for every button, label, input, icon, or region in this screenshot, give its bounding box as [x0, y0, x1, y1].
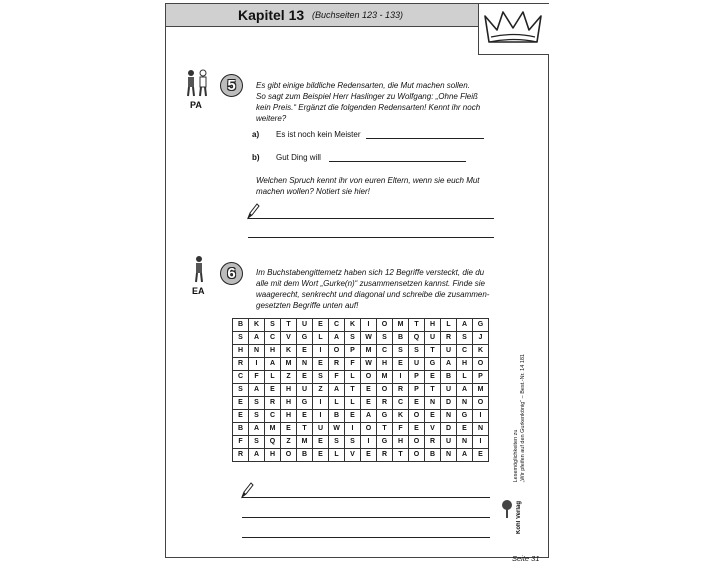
grid-cell[interactable]: S: [265, 319, 281, 332]
grid-cell[interactable]: K: [345, 319, 361, 332]
grid-cell[interactable]: M: [297, 436, 313, 449]
grid-cell[interactable]: Q: [409, 332, 425, 345]
grid-cell[interactable]: F: [393, 423, 409, 436]
grid-cell[interactable]: M: [281, 358, 297, 371]
answer-line-b[interactable]: [329, 161, 466, 162]
grid-cell[interactable]: I: [473, 410, 489, 423]
publisher-note-line: „Wir pfeifen auf den Gurkenkönig“ – Best.-Nr. 14 181: [520, 354, 526, 483]
grid-row: [233, 319, 489, 332]
single-work-icon: [192, 254, 206, 284]
grid-cell[interactable]: I: [313, 345, 329, 358]
grid-cell[interactable]: A: [249, 332, 265, 345]
task5-instructions: [256, 80, 516, 124]
grid-cell[interactable]: F: [233, 436, 249, 449]
grid-cell[interactable]: O: [377, 384, 393, 397]
grid-cell[interactable]: N: [473, 423, 489, 436]
grid-cell[interactable]: L: [329, 449, 345, 462]
item-a-text: Es ist noch kein Meister: [276, 130, 361, 139]
grid-cell[interactable]: H: [457, 358, 473, 371]
grid-cell[interactable]: S: [345, 436, 361, 449]
grid-cell[interactable]: A: [249, 384, 265, 397]
publisher-note: [513, 354, 537, 482]
grid-cell[interactable]: R: [265, 397, 281, 410]
grid-row: [233, 332, 489, 345]
grid-cell[interactable]: M: [265, 423, 281, 436]
grid-cell[interactable]: E: [425, 371, 441, 384]
grid-cell[interactable]: S: [313, 371, 329, 384]
item-b-text: Gut Ding will: [276, 153, 321, 162]
grid-cell[interactable]: W: [361, 332, 377, 345]
grid-cell[interactable]: T: [297, 423, 313, 436]
grid-cell[interactable]: B: [233, 319, 249, 332]
answer-line[interactable]: [248, 237, 494, 238]
grid-cell[interactable]: N: [457, 436, 473, 449]
grid-cell[interactable]: I: [361, 436, 377, 449]
grid-cell[interactable]: B: [393, 332, 409, 345]
answer-line[interactable]: [242, 537, 490, 538]
grid-row: [233, 358, 489, 371]
grid-row: [233, 423, 489, 436]
text-line: kein Preis.“ Ergänzt die folgenden Redensarten! Kennt ihr noch: [256, 103, 481, 112]
grid-cell[interactable]: B: [441, 371, 457, 384]
grid-cell[interactable]: O: [409, 449, 425, 462]
grid-cell[interactable]: A: [441, 358, 457, 371]
grid-cell[interactable]: S: [249, 436, 265, 449]
grid-row: [233, 397, 489, 410]
grid-row: [233, 410, 489, 423]
grid-cell[interactable]: M: [361, 345, 377, 358]
grid-cell[interactable]: S: [377, 332, 393, 345]
grid-cell[interactable]: W: [329, 423, 345, 436]
answer-line[interactable]: [242, 517, 490, 518]
grid-cell[interactable]: D: [441, 423, 457, 436]
answer-line-a[interactable]: [366, 138, 484, 139]
worksheet-page: [165, 3, 549, 563]
grid-cell[interactable]: E: [393, 358, 409, 371]
grid-cell[interactable]: E: [361, 397, 377, 410]
grid-cell[interactable]: U: [425, 332, 441, 345]
grid-cell[interactable]: S: [233, 384, 249, 397]
grid-cell[interactable]: R: [329, 358, 345, 371]
grid-cell[interactable]: O: [473, 358, 489, 371]
grid-cell[interactable]: V: [425, 423, 441, 436]
grid-cell[interactable]: L: [345, 371, 361, 384]
grid-cell[interactable]: T: [377, 423, 393, 436]
grid-cell[interactable]: I: [345, 423, 361, 436]
grid-row: [233, 384, 489, 397]
grid-cell[interactable]: A: [361, 410, 377, 423]
grid-cell[interactable]: O: [409, 436, 425, 449]
grid-cell[interactable]: U: [297, 319, 313, 332]
grid-cell[interactable]: G: [473, 319, 489, 332]
task6-number: 6: [220, 262, 243, 285]
text-line: So sagt zum Beispiel Herr Haslinger zu Wolfgang: „Ohne Fleiß: [256, 92, 478, 101]
grid-cell[interactable]: E: [345, 410, 361, 423]
grid-cell[interactable]: E: [409, 423, 425, 436]
grid-cell[interactable]: E: [297, 410, 313, 423]
grid-cell[interactable]: O: [473, 397, 489, 410]
grid-cell[interactable]: I: [249, 358, 265, 371]
grid-cell[interactable]: B: [329, 410, 345, 423]
grid-cell[interactable]: A: [249, 423, 265, 436]
text-line: Im Buchstabengittemetz haben sich 12 Begriffe versteckt, die du: [256, 268, 485, 277]
grid-cell[interactable]: P: [473, 371, 489, 384]
grid-cell[interactable]: P: [409, 384, 425, 397]
grid-cell[interactable]: H: [425, 319, 441, 332]
grid-cell[interactable]: O: [409, 410, 425, 423]
grid-cell[interactable]: H: [281, 410, 297, 423]
grid-cell[interactable]: E: [297, 345, 313, 358]
grid-cell[interactable]: N: [297, 358, 313, 371]
grid-cell[interactable]: E: [457, 423, 473, 436]
item-a-letter: a): [252, 130, 260, 139]
grid-cell[interactable]: L: [329, 397, 345, 410]
answer-line[interactable]: [242, 497, 490, 498]
grid-cell[interactable]: G: [297, 397, 313, 410]
grid-cell[interactable]: U: [313, 423, 329, 436]
grid-cell[interactable]: N: [441, 410, 457, 423]
grid-cell[interactable]: I: [313, 410, 329, 423]
grid-cell[interactable]: M: [393, 319, 409, 332]
grid-cell[interactable]: L: [457, 371, 473, 384]
grid-cell[interactable]: O: [329, 345, 345, 358]
grid-cell[interactable]: S: [233, 332, 249, 345]
grid-cell[interactable]: U: [297, 384, 313, 397]
grid-cell[interactable]: R: [393, 384, 409, 397]
grid-cell[interactable]: Z: [281, 371, 297, 384]
grid-cell[interactable]: R: [377, 397, 393, 410]
grid-cell[interactable]: R: [425, 436, 441, 449]
grid-cell[interactable]: G: [297, 332, 313, 345]
grid-cell[interactable]: D: [441, 397, 457, 410]
grid-cell[interactable]: N: [457, 397, 473, 410]
grid-cell[interactable]: A: [329, 332, 345, 345]
page-number: Seite 31: [512, 554, 540, 563]
grid-cell[interactable]: U: [441, 436, 457, 449]
grid-cell[interactable]: O: [281, 449, 297, 462]
grid-cell[interactable]: I: [473, 436, 489, 449]
grid-cell[interactable]: I: [361, 319, 377, 332]
grid-cell[interactable]: T: [281, 319, 297, 332]
grid-cell[interactable]: E: [409, 397, 425, 410]
grid-cell[interactable]: E: [233, 410, 249, 423]
grid-cell[interactable]: O: [377, 319, 393, 332]
grid-cell[interactable]: T: [393, 449, 409, 462]
text-line: waagerecht, senkrecht und diagonal und schreibe die zusammen-: [256, 290, 490, 299]
item-b-letter: b): [252, 153, 260, 162]
grid-cell[interactable]: S: [393, 345, 409, 358]
grid-cell[interactable]: S: [249, 397, 265, 410]
grid-cell[interactable]: K: [393, 410, 409, 423]
publisher-logo: [500, 499, 540, 541]
grid-cell[interactable]: C: [393, 397, 409, 410]
grid-cell[interactable]: G: [425, 358, 441, 371]
task5-number: 5: [220, 74, 243, 97]
chapter-header: [166, 4, 478, 27]
grid-cell[interactable]: T: [425, 384, 441, 397]
logo-text: Kohl Verlag: [516, 501, 522, 535]
grid-cell[interactable]: T: [425, 345, 441, 358]
grid-cell[interactable]: L: [313, 332, 329, 345]
text-line: Es gibt einige bildliche Redensarten, die Mut machen sollen.: [256, 81, 470, 90]
grid-row: [233, 436, 489, 449]
crown-box: [478, 4, 549, 55]
grid-cell[interactable]: H: [233, 345, 249, 358]
grid-cell[interactable]: R: [233, 449, 249, 462]
grid-cell[interactable]: E: [313, 319, 329, 332]
grid-cell[interactable]: L: [265, 371, 281, 384]
grid-cell[interactable]: C: [265, 332, 281, 345]
grid-cell[interactable]: L: [441, 319, 457, 332]
grid-cell[interactable]: C: [457, 345, 473, 358]
grid-cell[interactable]: H: [281, 397, 297, 410]
grid-cell[interactable]: E: [313, 358, 329, 371]
grid-cell[interactable]: I: [313, 397, 329, 410]
grid-cell[interactable]: K: [249, 319, 265, 332]
grid-cell[interactable]: H: [281, 384, 297, 397]
grid-cell[interactable]: P: [409, 371, 425, 384]
grid-cell[interactable]: U: [409, 358, 425, 371]
task6-role: EA: [192, 286, 205, 296]
tree-logo-icon: [500, 499, 514, 519]
chapter-title: Kapitel 13: [238, 7, 305, 23]
text-line: machen wollen? Notiert sie hier!: [256, 187, 370, 196]
text-line: alle mit dem Wort „Gurke(n)“ zusammensetzen kannst. Finde sie: [256, 279, 485, 288]
grid-cell[interactable]: T: [345, 384, 361, 397]
grid-cell[interactable]: F: [345, 358, 361, 371]
letter-grid: [232, 318, 489, 462]
answer-line[interactable]: [248, 218, 494, 219]
grid-cell[interactable]: G: [377, 436, 393, 449]
grid-cell[interactable]: E: [233, 397, 249, 410]
grid-row: [233, 449, 489, 462]
grid-cell[interactable]: M: [473, 384, 489, 397]
grid-cell[interactable]: H: [265, 345, 281, 358]
grid-cell[interactable]: B: [425, 449, 441, 462]
grid-cell[interactable]: R: [233, 358, 249, 371]
grid-cell[interactable]: E: [297, 371, 313, 384]
grid-cell[interactable]: G: [457, 410, 473, 423]
grid-row: [233, 345, 489, 358]
task5-question: [256, 175, 516, 197]
grid-cell[interactable]: N: [425, 397, 441, 410]
text-line: weitere?: [256, 114, 287, 123]
grid-cell[interactable]: E: [361, 384, 377, 397]
grid-cell[interactable]: R: [377, 449, 393, 462]
grid-cell[interactable]: K: [473, 345, 489, 358]
chapter-pages: (Buchseiten 123 - 133): [312, 10, 404, 20]
grid-cell[interactable]: E: [265, 384, 281, 397]
grid-cell[interactable]: S: [409, 345, 425, 358]
grid-cell[interactable]: O: [361, 423, 377, 436]
pair-work-icon: [184, 68, 210, 98]
grid-cell[interactable]: C: [377, 345, 393, 358]
grid-cell[interactable]: S: [345, 332, 361, 345]
grid-cell[interactable]: A: [329, 384, 345, 397]
grid-cell[interactable]: T: [409, 319, 425, 332]
grid-cell[interactable]: E: [473, 449, 489, 462]
grid-cell[interactable]: C: [233, 371, 249, 384]
grid-cell[interactable]: A: [249, 449, 265, 462]
grid-cell[interactable]: M: [377, 371, 393, 384]
task5-role: PA: [190, 100, 202, 110]
grid-cell[interactable]: E: [361, 449, 377, 462]
grid-cell[interactable]: A: [457, 449, 473, 462]
grid-cell[interactable]: S: [249, 410, 265, 423]
grid-cell[interactable]: N: [441, 449, 457, 462]
grid-cell[interactable]: H: [377, 358, 393, 371]
grid-cell[interactable]: E: [313, 449, 329, 462]
grid-cell[interactable]: G: [377, 410, 393, 423]
publisher-note-line: Lesemöglichkeiten zu: [513, 429, 519, 483]
grid-cell[interactable]: V: [281, 332, 297, 345]
grid-cell[interactable]: P: [345, 345, 361, 358]
grid-cell[interactable]: F: [249, 371, 265, 384]
grid-cell[interactable]: F: [329, 371, 345, 384]
grid-cell[interactable]: L: [345, 397, 361, 410]
grid-cell[interactable]: H: [265, 449, 281, 462]
grid-cell[interactable]: B: [297, 449, 313, 462]
grid-cell[interactable]: O: [361, 371, 377, 384]
grid-cell[interactable]: K: [281, 345, 297, 358]
grid-cell[interactable]: V: [345, 449, 361, 462]
crown-icon: [479, 4, 549, 54]
grid-cell[interactable]: E: [425, 410, 441, 423]
text-line: Welchen Spruch kennt ihr von euren Eltern, wenn sie euch Mut: [256, 176, 480, 185]
grid-cell[interactable]: A: [457, 384, 473, 397]
grid-cell[interactable]: C: [329, 319, 345, 332]
grid-cell[interactable]: Z: [281, 436, 297, 449]
task6-instructions: [256, 267, 526, 311]
grid-cell[interactable]: A: [265, 358, 281, 371]
grid-cell[interactable]: C: [265, 410, 281, 423]
grid-cell[interactable]: B: [233, 423, 249, 436]
grid-cell[interactable]: W: [361, 358, 377, 371]
grid-cell[interactable]: E: [313, 436, 329, 449]
grid-cell[interactable]: N: [249, 345, 265, 358]
grid-cell[interactable]: E: [281, 423, 297, 436]
grid-cell[interactable]: Z: [313, 384, 329, 397]
grid-cell[interactable]: U: [441, 345, 457, 358]
grid-cell[interactable]: J: [473, 332, 489, 345]
text-line: gesetzten Begriffe unten auf!: [256, 301, 359, 310]
grid-cell[interactable]: Q: [265, 436, 281, 449]
grid-cell[interactable]: U: [441, 384, 457, 397]
grid-cell[interactable]: I: [393, 371, 409, 384]
grid-cell[interactable]: S: [329, 436, 345, 449]
grid-cell[interactable]: R: [441, 332, 457, 345]
grid-cell[interactable]: S: [457, 332, 473, 345]
grid-cell[interactable]: H: [393, 436, 409, 449]
grid-row: [233, 371, 489, 384]
grid-cell[interactable]: A: [457, 319, 473, 332]
